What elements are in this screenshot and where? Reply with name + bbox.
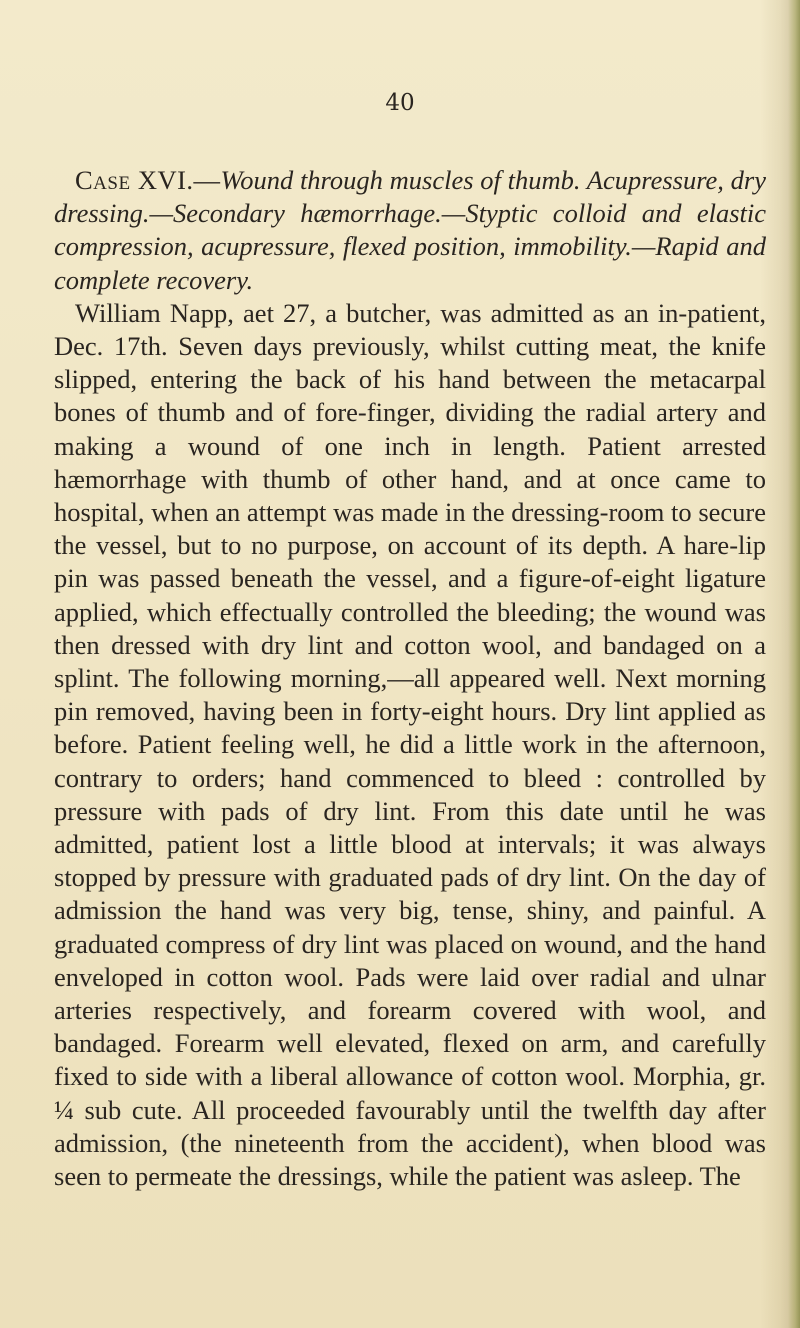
- case-label: Case XVI.—: [75, 165, 221, 195]
- case-report: [54, 164, 766, 1193]
- page-number: 40: [385, 90, 415, 116]
- page-edge: [788, 0, 800, 1328]
- case-body-paragraph: William Napp, aet 27, a butcher, was admitted as an in-patient, Dec. 17th. Seven days previously, whilst cutting meat, the knife slipped, entering the back of his hand between the metacarpal bones of thumb and of fore-finger, dividing the radial artery and making a wound of one inch in length. Patient arrested hæmorrhage with thumb of other hand, and at once came to hospital, when an attempt was made in the dressing-room to secure the vessel, but to no purpose, on account of its depth. A hare-lip pin was passed beneath the vessel, and a figure-of-eight ligature applied, which effectually controlled the bleeding; the wound was then dressed with dry lint and cotton wool, and bandaged on a splint. The following morning,—all appeared well. Next morning pin removed, having been in forty-eight hours. Dry lint applied as before. Patient feeling well, he did a little work in the afternoon, contrary to orders; hand commenced to bleed : controlled by pressure with pads of dry lint. From this date until he was admitted, patient lost a little blood at intervals; it was always stopped by pressure with graduated pads of dry lint. On the day of admission the hand was very big, tense, shiny, and painful. A graduated compress of dry lint was placed on wound, and the hand enveloped in cotton wool. Pads were laid over radial and ulnar arteries respectively, and forearm covered with wool, and bandaged. Forearm well elevated, flexed on arm, and carefully fixed to side with a liberal allowance of cotton wool. Morphia, gr. ¼ sub cute. All proceeded favourably until the twelfth day after admission, (the nineteenth from the accident), when blood was seen to permeate the dressings, while the patient was asleep. The: [54, 297, 766, 1192]
- case-title: Wound through muscles of thumb. Acupressure, dry dressing.—Secondary hæmorrhage.—Styptic colloid and elastic compression, acupressure, flexed position, immobility.—Rapid and complete recovery.: [54, 165, 766, 295]
- case-heading: [54, 164, 766, 297]
